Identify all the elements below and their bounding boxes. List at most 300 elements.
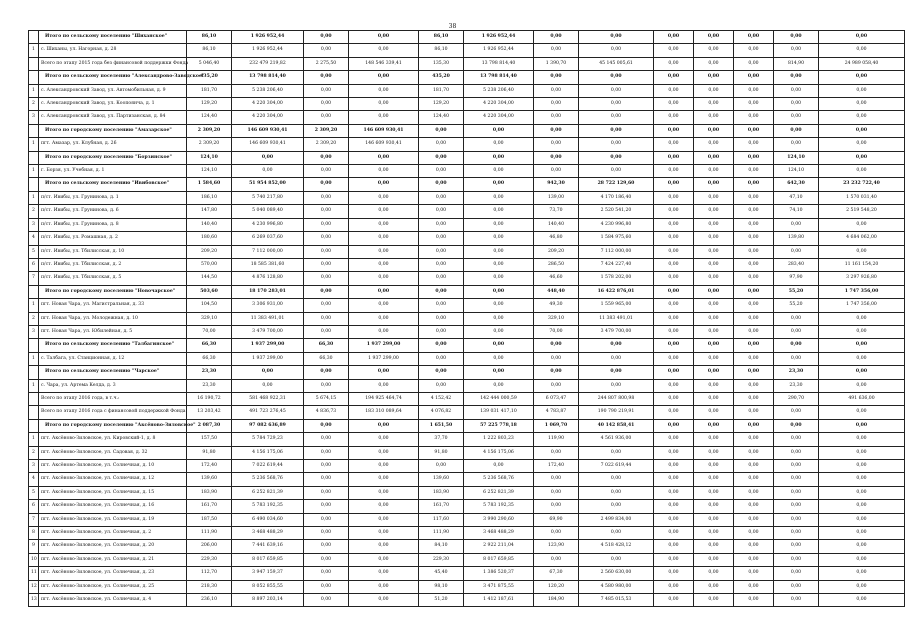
value-cell: 0,00	[349, 31, 419, 44]
value-cell: 0,00	[654, 178, 694, 191]
row-number-cell: 6	[29, 500, 39, 513]
value-cell: 0,00	[534, 379, 579, 392]
value-cell: 0,00	[304, 366, 349, 379]
value-cell: 0,00	[579, 31, 654, 44]
value-cell: 183 310 089,64	[349, 406, 419, 419]
value-cell: 0,00	[349, 165, 419, 178]
value-cell: 0,00	[304, 84, 349, 97]
value-cell: 0,00	[304, 299, 349, 312]
value-cell: 0,00	[419, 339, 464, 352]
value-cell: 0,00	[694, 165, 734, 178]
value-cell: 218,30	[187, 580, 232, 593]
address-cell: п/ст. Ивибы, ул. Грунинова, д. 6	[39, 205, 187, 218]
address-cell: Всего по этапу 2016 года, в т.ч.:	[39, 392, 187, 405]
value-cell: 1 412 187,61	[464, 594, 534, 607]
value-cell: 0,00	[694, 178, 734, 191]
value-cell: 0,00	[654, 57, 694, 70]
value-cell: 0,00	[419, 312, 464, 325]
value-cell: 0,00	[694, 84, 734, 97]
row-number-cell: 12	[29, 580, 39, 593]
row-number-cell	[29, 71, 39, 84]
row-number-cell: 2	[29, 205, 39, 218]
value-cell: 111,90	[187, 527, 232, 540]
value-cell: 0,00	[774, 419, 819, 432]
value-cell: 0,00	[534, 98, 579, 111]
value-cell: 112,70	[187, 567, 232, 580]
value-cell: 0,00	[349, 272, 419, 285]
value-cell: 0,00	[464, 232, 534, 245]
table-row	[29, 500, 905, 513]
table-row	[29, 57, 905, 70]
value-cell: 0,00	[774, 594, 819, 607]
value-cell: 0,00	[464, 299, 534, 312]
value-cell: 0,00	[654, 500, 694, 513]
value-cell: 0,00	[694, 98, 734, 111]
value-cell: 40 142 858,41	[579, 419, 654, 432]
value-cell: 0,00	[819, 44, 905, 57]
value-cell: 0,00	[694, 460, 734, 473]
value-cell: 0,00	[464, 272, 534, 285]
value-cell: 0,00	[654, 258, 694, 271]
value-cell: 1 926 952,44	[464, 31, 534, 44]
value-cell: 1 651,50	[419, 419, 464, 432]
value-cell: 172,40	[187, 460, 232, 473]
value-cell: 1 937 299,00	[349, 352, 419, 365]
value-cell: 0,00	[694, 513, 734, 526]
address-cell: Итого по сельскому поселению "Ивибовское"	[39, 178, 187, 191]
value-cell: 0,00	[654, 446, 694, 459]
value-cell: 0,00	[349, 513, 419, 526]
value-cell: 0,00	[819, 312, 905, 325]
value-cell: 0,00	[464, 178, 534, 191]
value-cell: 503,60	[187, 285, 232, 298]
value-cell: 0,00	[654, 111, 694, 124]
value-cell: 0,00	[734, 500, 774, 513]
value-cell: 45 145 005,61	[579, 57, 654, 70]
row-number-cell: 2	[29, 98, 39, 111]
value-cell: 0,00	[734, 44, 774, 57]
value-cell: 0,00	[464, 325, 534, 338]
value-cell: 0,00	[734, 446, 774, 459]
value-cell: 0,00	[349, 71, 419, 84]
address-cell: г. Борзя, ул. Учебная, д. 1	[39, 165, 187, 178]
value-cell: 0,00	[774, 71, 819, 84]
value-cell: 0,00	[774, 513, 819, 526]
value-cell: 111,90	[419, 527, 464, 540]
value-cell: 0,00	[734, 312, 774, 325]
value-cell: 0,00	[819, 124, 905, 137]
value-cell: 0,00	[774, 124, 819, 137]
value-cell: 0,00	[734, 57, 774, 70]
value-cell: 0,00	[774, 352, 819, 365]
value-cell: 57 225 778,18	[464, 419, 534, 432]
value-cell: 181,70	[187, 84, 232, 97]
value-cell: 11 383 491,01	[232, 312, 304, 325]
value-cell: 0,00	[734, 31, 774, 44]
value-cell: 147,80	[187, 205, 232, 218]
value-cell: 0,00	[579, 553, 654, 566]
value-cell: 98,10	[419, 580, 464, 593]
value-cell: 0,00	[534, 71, 579, 84]
value-cell: 0,00	[694, 325, 734, 338]
value-cell: 0,00	[734, 258, 774, 271]
value-cell: 1 584,60	[187, 178, 232, 191]
value-cell: 146 609 930,41	[349, 138, 419, 151]
value-cell: 8 897 203,14	[232, 594, 304, 607]
value-cell: 4 561 936,00	[579, 433, 654, 446]
row-number-cell: 1	[29, 138, 39, 151]
value-cell: 0,00	[734, 111, 774, 124]
value-cell: 0,00	[304, 111, 349, 124]
value-cell: 86,10	[419, 44, 464, 57]
value-cell: 0,00	[694, 594, 734, 607]
value-cell: 0,00	[734, 419, 774, 432]
value-cell: 3 306 931,00	[232, 299, 304, 312]
value-cell: 0,00	[694, 124, 734, 137]
table-row	[29, 44, 905, 57]
value-cell: 0,00	[654, 124, 694, 137]
value-cell: 0,00	[304, 151, 349, 164]
table-row	[29, 325, 905, 338]
value-cell: 0,00	[349, 245, 419, 258]
table-row	[29, 111, 905, 124]
value-cell: 0,00	[349, 366, 419, 379]
value-cell: 0,00	[734, 553, 774, 566]
table-row	[29, 580, 905, 593]
address-cell: пгт. Аксёново-Зиловское, ул. Солнечная, д. 15	[39, 486, 187, 499]
value-cell: 0,00	[654, 325, 694, 338]
value-cell: 0,00	[304, 419, 349, 432]
value-cell: 4 170 186,40	[579, 191, 654, 204]
value-cell: 0,00	[694, 366, 734, 379]
row-number-cell: 2	[29, 446, 39, 459]
value-cell: 0,00	[819, 460, 905, 473]
value-cell: 0,00	[694, 232, 734, 245]
value-cell: 5 674,15	[304, 392, 349, 405]
value-cell: 0,00	[304, 325, 349, 338]
value-cell: 329,10	[534, 312, 579, 325]
value-cell: 0,00	[464, 218, 534, 231]
value-cell: 0,00	[819, 567, 905, 580]
value-cell: 4 580 980,00	[579, 580, 654, 593]
address-cell: пгт. Аксёново-Зиловское, ул. Солнечная, д. 4	[39, 594, 187, 607]
value-cell: 1 386 520,37	[464, 567, 534, 580]
value-cell: 0,00	[734, 218, 774, 231]
table-row	[29, 460, 905, 473]
value-cell: 0,00	[819, 527, 905, 540]
value-cell: 0,00	[734, 352, 774, 365]
value-cell: 0,00	[774, 111, 819, 124]
value-cell: 0,00	[419, 178, 464, 191]
table-row	[29, 178, 905, 191]
value-cell: 0,00	[774, 540, 819, 553]
row-number-cell: 5	[29, 245, 39, 258]
value-cell: 0,00	[304, 553, 349, 566]
value-cell: 0,00	[464, 366, 534, 379]
value-cell: 0,00	[534, 44, 579, 57]
value-cell: 0,00	[579, 138, 654, 151]
table-row	[29, 527, 905, 540]
table-row	[29, 71, 905, 84]
table-row	[29, 594, 905, 607]
value-cell: 0,00	[694, 379, 734, 392]
value-cell: 0,00	[734, 433, 774, 446]
value-cell: 0,00	[464, 258, 534, 271]
value-cell: 190 790 219,91	[579, 406, 654, 419]
value-cell: 0,00	[734, 406, 774, 419]
value-cell: 2 309,20	[304, 138, 349, 151]
row-number-cell: 1	[29, 433, 39, 446]
value-cell: 2 922 211,04	[464, 540, 534, 553]
value-cell: 1 390,70	[534, 57, 579, 70]
value-cell: 0,00	[304, 446, 349, 459]
address-cell: пгт. Аксёново-Зиловское, ул. Солнечная, д. 21	[39, 553, 187, 566]
value-cell: 91,80	[187, 446, 232, 459]
value-cell: 0,00	[694, 553, 734, 566]
value-cell: 0,00	[464, 379, 534, 392]
value-cell: 0,00	[774, 339, 819, 352]
value-cell: 0,00	[464, 191, 534, 204]
value-cell: 0,00	[694, 44, 734, 57]
value-cell: 0,00	[774, 486, 819, 499]
value-cell: 66,30	[187, 339, 232, 352]
value-cell: 0,00	[534, 31, 579, 44]
row-number-cell	[29, 406, 39, 419]
value-cell: 0,00	[304, 567, 349, 580]
value-cell: 0,00	[419, 205, 464, 218]
value-cell: 0,00	[304, 272, 349, 285]
value-cell: 0,00	[774, 433, 819, 446]
value-cell: 0,00	[819, 84, 905, 97]
value-cell: 0,00	[654, 594, 694, 607]
value-cell: 0,00	[464, 165, 534, 178]
value-cell: 0,00	[694, 433, 734, 446]
value-cell: 5 046,40	[187, 57, 232, 70]
address-cell: с. Александровский Завод, ул. Коопоянча, д. 1	[39, 98, 187, 111]
value-cell: 6 252 821,39	[464, 486, 534, 499]
address-cell: Итого по городскому поселению "Новочарское"	[39, 285, 187, 298]
address-cell: Итого по городскому поселению "Аксёново-Зиловское"	[39, 419, 187, 432]
value-cell: 0,00	[734, 339, 774, 352]
table-row	[29, 165, 905, 178]
value-cell: 8 017 659,85	[464, 553, 534, 566]
row-number-cell: 1	[29, 84, 39, 97]
row-number-cell: 1	[29, 44, 39, 57]
value-cell: 0,00	[774, 84, 819, 97]
value-cell: 0,00	[734, 84, 774, 97]
value-cell: 5 238 206,40	[464, 84, 534, 97]
value-cell: 0,00	[734, 473, 774, 486]
value-cell: 581 468 922,31	[232, 392, 304, 405]
value-cell: 0,00	[654, 299, 694, 312]
value-cell: 0,00	[349, 486, 419, 499]
value-cell: 124,10	[187, 165, 232, 178]
row-number-cell	[29, 124, 39, 137]
address-cell: с. Чара, ул. Артема Келда, д. 3	[39, 379, 187, 392]
table-row	[29, 218, 905, 231]
table-row	[29, 419, 905, 432]
value-cell: 148 546 339,41	[349, 57, 419, 70]
value-cell: 7 424 227,40	[579, 258, 654, 271]
value-cell: 97,90	[774, 272, 819, 285]
table-row	[29, 205, 905, 218]
value-cell: 4 156 175,06	[232, 446, 304, 459]
value-cell: 0,00	[534, 473, 579, 486]
value-cell: 0,00	[819, 111, 905, 124]
table-row	[29, 138, 905, 151]
value-cell: 1 937 299,00	[349, 339, 419, 352]
value-cell: 0,00	[734, 191, 774, 204]
value-cell: 140,40	[187, 218, 232, 231]
value-cell: 942,30	[534, 178, 579, 191]
value-cell: 0,00	[694, 567, 734, 580]
value-cell: 0,00	[579, 165, 654, 178]
value-cell: 51,20	[419, 594, 464, 607]
address-cell: п/ст. Ивибы, ул. Тбилисская, д. 2	[39, 258, 187, 271]
value-cell: 129,20	[187, 98, 232, 111]
value-cell: 0,00	[694, 191, 734, 204]
table-row	[29, 232, 905, 245]
value-cell: 0,00	[734, 379, 774, 392]
value-cell: 0,00	[819, 71, 905, 84]
value-cell: 0,00	[304, 540, 349, 553]
row-number-cell	[29, 285, 39, 298]
value-cell: 290,70	[774, 392, 819, 405]
value-cell: 66,30	[304, 352, 349, 365]
value-cell: 11 383 491,01	[579, 312, 654, 325]
value-cell: 0,00	[774, 98, 819, 111]
value-cell: 0,00	[349, 460, 419, 473]
value-cell: 0,00	[654, 31, 694, 44]
value-cell: 0,00	[774, 567, 819, 580]
value-cell: 491 636,00	[819, 392, 905, 405]
value-cell: 184,90	[534, 594, 579, 607]
value-cell: 5 236 568,76	[232, 473, 304, 486]
value-cell: 23,30	[187, 366, 232, 379]
value-cell: 0,00	[654, 567, 694, 580]
value-cell: 0,00	[734, 151, 774, 164]
address-cell: Всего по этапу 2015 года без финансовой поддержки Фонда	[39, 57, 187, 70]
value-cell: 0,00	[734, 594, 774, 607]
value-cell: 0,00	[419, 218, 464, 231]
value-cell: 0,00	[304, 31, 349, 44]
address-cell: Итого по сельскому поселению "Чарское"	[39, 366, 187, 379]
value-cell: 4 220 304,00	[232, 111, 304, 124]
value-cell: 0,00	[819, 433, 905, 446]
address-cell: Всего по этапу 2016 года с финансовой поддержкой Фонда	[39, 406, 187, 419]
value-cell: 0,00	[774, 406, 819, 419]
value-cell: 0,00	[734, 71, 774, 84]
value-cell: 0,00	[534, 527, 579, 540]
value-cell: 283,40	[774, 258, 819, 271]
value-cell: 6 073,47	[534, 392, 579, 405]
table-row	[29, 366, 905, 379]
address-cell: с. Александровский Завод, ул. Партизанская, д. 84	[39, 111, 187, 124]
value-cell: 0,00	[419, 460, 464, 473]
value-cell: 66,30	[187, 352, 232, 365]
value-cell: 69,90	[534, 513, 579, 526]
value-cell: 104,50	[187, 299, 232, 312]
value-cell: 7 022 619,44	[579, 460, 654, 473]
value-cell: 0,00	[819, 594, 905, 607]
value-cell: 0,00	[654, 218, 694, 231]
value-cell: 2 519 548,20	[819, 205, 905, 218]
row-number-cell	[29, 178, 39, 191]
value-cell: 570,00	[187, 258, 232, 271]
value-cell: 1 570 031,40	[819, 191, 905, 204]
value-cell: 3 479 700,00	[579, 325, 654, 338]
value-cell: 0,00	[579, 352, 654, 365]
value-cell: 0,00	[304, 232, 349, 245]
value-cell: 0,00	[464, 339, 534, 352]
value-cell: 0,00	[349, 540, 419, 553]
value-cell: 55,20	[774, 299, 819, 312]
value-cell: 0,00	[579, 98, 654, 111]
address-cell: пгт. Амазар, ул. Клубная, д. 26	[39, 138, 187, 151]
value-cell: 3 479 700,00	[232, 325, 304, 338]
value-cell: 0,00	[349, 325, 419, 338]
table-row	[29, 285, 905, 298]
value-cell: 0,00	[464, 138, 534, 151]
value-cell: 1 578 202,00	[579, 272, 654, 285]
value-cell: 180,60	[187, 232, 232, 245]
address-cell: пгт. Новая Чара, ул. Молодежная, д. 10	[39, 312, 187, 325]
value-cell: 3 297 926,80	[819, 272, 905, 285]
value-cell: 0,00	[774, 31, 819, 44]
value-cell: 0,00	[694, 540, 734, 553]
value-cell: 0,00	[304, 312, 349, 325]
value-cell: 5 740 217,80	[232, 191, 304, 204]
address-cell: Итого по сельскому поселению "Александрово-Заводское"	[39, 71, 187, 84]
table-row	[29, 392, 905, 405]
value-cell: 0,00	[774, 312, 819, 325]
value-cell: 0,00	[304, 165, 349, 178]
value-cell: 0,00	[349, 218, 419, 231]
table-row	[29, 299, 905, 312]
row-number-cell	[29, 31, 39, 44]
value-cell: 0,00	[774, 245, 819, 258]
value-cell: 139,00	[534, 191, 579, 204]
row-number-cell: 5	[29, 486, 39, 499]
value-cell: 0,00	[534, 500, 579, 513]
value-cell: 0,00	[304, 98, 349, 111]
table-row	[29, 124, 905, 137]
value-cell: 5 784 729,23	[232, 433, 304, 446]
value-cell: 236,10	[187, 594, 232, 607]
value-cell: 181,70	[419, 84, 464, 97]
value-cell: 0,00	[654, 406, 694, 419]
address-cell: п/ст. Ивибы, ул. Ромашная, д. 2	[39, 232, 187, 245]
value-cell: 1 926 952,44	[232, 31, 304, 44]
value-cell: 0,00	[304, 473, 349, 486]
address-cell: пгт. Аксёново-Зиловское, ул. Солнечная, д. 20	[39, 540, 187, 553]
value-cell: 0,00	[419, 258, 464, 271]
value-cell: 1 926 952,44	[464, 44, 534, 57]
value-cell: 0,00	[464, 245, 534, 258]
value-cell: 0,00	[579, 339, 654, 352]
value-cell: 0,00	[534, 138, 579, 151]
value-cell: 0,00	[654, 513, 694, 526]
row-number-cell: 7	[29, 272, 39, 285]
value-cell: 0,00	[419, 379, 464, 392]
value-cell: 24 989 058,40	[819, 57, 905, 70]
value-cell: 0,00	[694, 111, 734, 124]
table-row	[29, 339, 905, 352]
value-cell: 814,90	[774, 57, 819, 70]
value-cell: 0,00	[304, 580, 349, 593]
value-cell: 0,00	[774, 446, 819, 459]
value-cell: 124,10	[774, 151, 819, 164]
